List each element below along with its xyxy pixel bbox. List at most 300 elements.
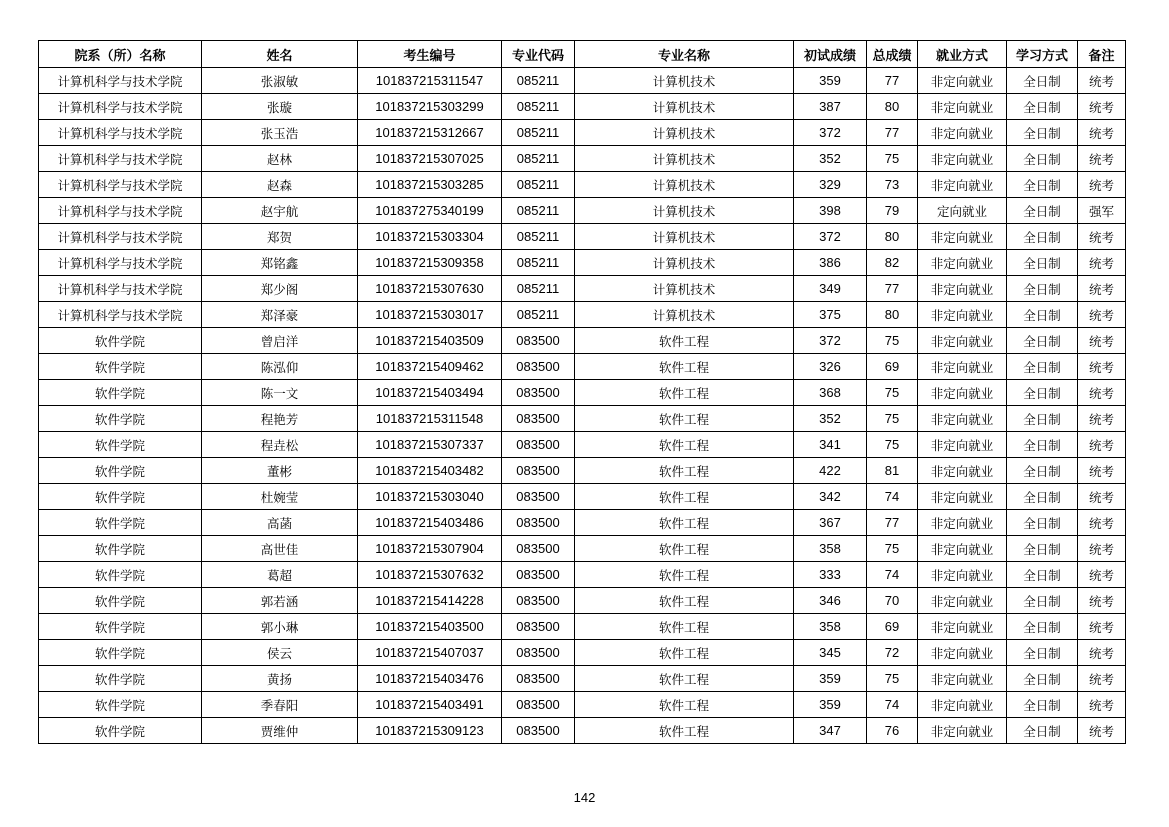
cell-name: 郑铭鑫 — [202, 250, 358, 276]
cell-candidate-id: 101837215307630 — [358, 276, 502, 302]
cell-major-name: 软件工程 — [575, 432, 794, 458]
table-row — [39, 536, 1126, 562]
cell-remarks: 统考 — [1078, 536, 1126, 562]
cell-initial-score: 349 — [794, 276, 867, 302]
table-row — [39, 640, 1126, 666]
cell-study-mode: 全日制 — [1007, 94, 1078, 120]
cell-study-mode: 全日制 — [1007, 692, 1078, 718]
cell-total-score: 75 — [867, 666, 918, 692]
cell-initial-score: 358 — [794, 536, 867, 562]
cell-study-mode: 全日制 — [1007, 250, 1078, 276]
cell-total-score: 77 — [867, 276, 918, 302]
cell-candidate-id: 101837215309358 — [358, 250, 502, 276]
cell-study-mode: 全日制 — [1007, 562, 1078, 588]
cell-remarks: 统考 — [1078, 172, 1126, 198]
cell-name: 葛超 — [202, 562, 358, 588]
cell-remarks: 统考 — [1078, 68, 1126, 94]
cell-department: 软件学院 — [39, 328, 202, 354]
cell-candidate-id: 101837215403486 — [358, 510, 502, 536]
header-row — [39, 41, 1126, 68]
cell-name: 郭若涵 — [202, 588, 358, 614]
cell-major-code: 083500 — [502, 692, 575, 718]
cell-total-score: 77 — [867, 510, 918, 536]
cell-name: 董彬 — [202, 458, 358, 484]
cell-initial-score: 372 — [794, 224, 867, 250]
cell-name: 程垚松 — [202, 432, 358, 458]
cell-study-mode: 全日制 — [1007, 406, 1078, 432]
cell-initial-score: 346 — [794, 588, 867, 614]
cell-remarks: 统考 — [1078, 692, 1126, 718]
cell-candidate-id: 101837215303017 — [358, 302, 502, 328]
cell-name: 郭小琳 — [202, 614, 358, 640]
table-row — [39, 224, 1126, 250]
cell-major-name: 计算机技术 — [575, 250, 794, 276]
cell-remarks: 强军 — [1078, 198, 1126, 224]
cell-employment-type: 非定向就业 — [918, 68, 1007, 94]
cell-remarks: 统考 — [1078, 562, 1126, 588]
cell-total-score: 75 — [867, 536, 918, 562]
cell-major-name: 计算机技术 — [575, 198, 794, 224]
cell-department: 软件学院 — [39, 562, 202, 588]
header-major-code: 专业代码 — [502, 41, 575, 68]
cell-employment-type: 定向就业 — [918, 198, 1007, 224]
cell-major-name: 软件工程 — [575, 692, 794, 718]
cell-employment-type: 非定向就业 — [918, 354, 1007, 380]
cell-candidate-id: 101837215307904 — [358, 536, 502, 562]
cell-department: 软件学院 — [39, 380, 202, 406]
cell-major-code: 083500 — [502, 432, 575, 458]
cell-employment-type: 非定向就业 — [918, 224, 1007, 250]
cell-major-code: 085211 — [502, 94, 575, 120]
cell-study-mode: 全日制 — [1007, 484, 1078, 510]
cell-major-code: 083500 — [502, 562, 575, 588]
admission-list-table — [38, 40, 1126, 744]
cell-department: 计算机科学与技术学院 — [39, 250, 202, 276]
cell-employment-type: 非定向就业 — [918, 666, 1007, 692]
cell-name: 赵宇航 — [202, 198, 358, 224]
cell-study-mode: 全日制 — [1007, 224, 1078, 250]
header-name: 姓名 — [202, 41, 358, 68]
cell-candidate-id: 101837215303040 — [358, 484, 502, 510]
cell-major-name: 软件工程 — [575, 380, 794, 406]
table-row — [39, 354, 1126, 380]
cell-name: 赵林 — [202, 146, 358, 172]
cell-initial-score: 367 — [794, 510, 867, 536]
cell-candidate-id: 101837215414228 — [358, 588, 502, 614]
cell-remarks: 统考 — [1078, 120, 1126, 146]
cell-initial-score: 359 — [794, 692, 867, 718]
cell-department: 软件学院 — [39, 510, 202, 536]
cell-department: 软件学院 — [39, 666, 202, 692]
cell-candidate-id: 101837215309123 — [358, 718, 502, 744]
cell-employment-type: 非定向就业 — [918, 250, 1007, 276]
table-row — [39, 198, 1126, 224]
cell-department: 计算机科学与技术学院 — [39, 302, 202, 328]
table-row — [39, 380, 1126, 406]
cell-major-name: 软件工程 — [575, 354, 794, 380]
cell-major-name: 软件工程 — [575, 718, 794, 744]
cell-candidate-id: 101837215307632 — [358, 562, 502, 588]
cell-major-name: 计算机技术 — [575, 302, 794, 328]
cell-candidate-id: 101837215307025 — [358, 146, 502, 172]
cell-study-mode: 全日制 — [1007, 120, 1078, 146]
cell-major-code: 085211 — [502, 172, 575, 198]
cell-total-score: 75 — [867, 380, 918, 406]
cell-major-code: 085211 — [502, 146, 575, 172]
cell-department: 软件学院 — [39, 354, 202, 380]
cell-initial-score: 386 — [794, 250, 867, 276]
cell-major-code: 083500 — [502, 536, 575, 562]
cell-total-score: 70 — [867, 588, 918, 614]
cell-major-code: 083500 — [502, 588, 575, 614]
table-row — [39, 614, 1126, 640]
header-study-mode: 学习方式 — [1007, 41, 1078, 68]
cell-employment-type: 非定向就业 — [918, 510, 1007, 536]
cell-employment-type: 非定向就业 — [918, 562, 1007, 588]
table-header — [39, 41, 1126, 68]
cell-major-code: 083500 — [502, 718, 575, 744]
cell-major-name: 软件工程 — [575, 614, 794, 640]
cell-candidate-id: 101837215303299 — [358, 94, 502, 120]
cell-major-name: 软件工程 — [575, 588, 794, 614]
cell-major-code: 085211 — [502, 68, 575, 94]
cell-employment-type: 非定向就业 — [918, 432, 1007, 458]
cell-employment-type: 非定向就业 — [918, 94, 1007, 120]
cell-remarks: 统考 — [1078, 484, 1126, 510]
cell-candidate-id: 101837215403482 — [358, 458, 502, 484]
cell-initial-score: 329 — [794, 172, 867, 198]
cell-department: 软件学院 — [39, 432, 202, 458]
cell-remarks: 统考 — [1078, 328, 1126, 354]
cell-total-score: 75 — [867, 328, 918, 354]
cell-remarks: 统考 — [1078, 302, 1126, 328]
cell-candidate-id: 101837215303285 — [358, 172, 502, 198]
cell-major-name: 计算机技术 — [575, 146, 794, 172]
cell-study-mode: 全日制 — [1007, 458, 1078, 484]
cell-major-code: 083500 — [502, 380, 575, 406]
cell-initial-score: 422 — [794, 458, 867, 484]
cell-major-name: 软件工程 — [575, 510, 794, 536]
cell-major-code: 085211 — [502, 224, 575, 250]
cell-major-name: 计算机技术 — [575, 94, 794, 120]
table-row — [39, 120, 1126, 146]
cell-department: 软件学院 — [39, 484, 202, 510]
table-row — [39, 562, 1126, 588]
cell-major-name: 计算机技术 — [575, 68, 794, 94]
table-row — [39, 666, 1126, 692]
cell-name: 郑泽豪 — [202, 302, 358, 328]
cell-department: 软件学院 — [39, 692, 202, 718]
cell-initial-score: 352 — [794, 146, 867, 172]
cell-initial-score: 359 — [794, 666, 867, 692]
cell-total-score: 74 — [867, 562, 918, 588]
cell-department: 软件学院 — [39, 458, 202, 484]
table-row — [39, 172, 1126, 198]
header-initial-score: 初试成绩 — [794, 41, 867, 68]
cell-employment-type: 非定向就业 — [918, 458, 1007, 484]
cell-candidate-id: 101837215409462 — [358, 354, 502, 380]
cell-major-code: 083500 — [502, 640, 575, 666]
cell-study-mode: 全日制 — [1007, 432, 1078, 458]
cell-department: 计算机科学与技术学院 — [39, 68, 202, 94]
cell-candidate-id: 101837215403476 — [358, 666, 502, 692]
page-number: 142 — [573, 790, 596, 805]
cell-study-mode: 全日制 — [1007, 146, 1078, 172]
cell-remarks: 统考 — [1078, 250, 1126, 276]
cell-total-score: 79 — [867, 198, 918, 224]
table-row — [39, 588, 1126, 614]
cell-name: 陈泓仰 — [202, 354, 358, 380]
cell-major-code: 083500 — [502, 510, 575, 536]
cell-remarks: 统考 — [1078, 640, 1126, 666]
cell-initial-score: 368 — [794, 380, 867, 406]
cell-name: 张淑敏 — [202, 68, 358, 94]
cell-major-code: 083500 — [502, 328, 575, 354]
cell-major-name: 软件工程 — [575, 458, 794, 484]
table-row — [39, 484, 1126, 510]
cell-employment-type: 非定向就业 — [918, 276, 1007, 302]
cell-total-score: 72 — [867, 640, 918, 666]
table-row — [39, 406, 1126, 432]
table-row — [39, 458, 1126, 484]
cell-total-score: 69 — [867, 354, 918, 380]
cell-candidate-id: 101837215311547 — [358, 68, 502, 94]
header-employment-type: 就业方式 — [918, 41, 1007, 68]
cell-employment-type: 非定向就业 — [918, 302, 1007, 328]
cell-major-code: 085211 — [502, 276, 575, 302]
cell-total-score: 77 — [867, 120, 918, 146]
cell-remarks: 统考 — [1078, 718, 1126, 744]
cell-initial-score: 359 — [794, 68, 867, 94]
cell-initial-score: 398 — [794, 198, 867, 224]
cell-department: 软件学院 — [39, 406, 202, 432]
cell-name: 赵森 — [202, 172, 358, 198]
cell-major-code: 083500 — [502, 484, 575, 510]
cell-major-name: 软件工程 — [575, 562, 794, 588]
header-remarks: 备注 — [1078, 41, 1126, 68]
header-candidate-id: 考生编号 — [358, 41, 502, 68]
cell-total-score: 69 — [867, 614, 918, 640]
cell-name: 程艳芳 — [202, 406, 358, 432]
cell-initial-score: 333 — [794, 562, 867, 588]
cell-name: 陈一文 — [202, 380, 358, 406]
cell-department: 软件学院 — [39, 614, 202, 640]
cell-department: 计算机科学与技术学院 — [39, 276, 202, 302]
cell-department: 软件学院 — [39, 536, 202, 562]
cell-remarks: 统考 — [1078, 588, 1126, 614]
cell-total-score: 74 — [867, 692, 918, 718]
cell-total-score: 80 — [867, 224, 918, 250]
cell-department: 计算机科学与技术学院 — [39, 172, 202, 198]
cell-total-score: 76 — [867, 718, 918, 744]
cell-candidate-id: 101837215407037 — [358, 640, 502, 666]
cell-name: 张玉浩 — [202, 120, 358, 146]
cell-study-mode: 全日制 — [1007, 666, 1078, 692]
cell-study-mode: 全日制 — [1007, 276, 1078, 302]
cell-total-score: 74 — [867, 484, 918, 510]
table-row — [39, 250, 1126, 276]
cell-major-name: 软件工程 — [575, 536, 794, 562]
cell-remarks: 统考 — [1078, 406, 1126, 432]
cell-major-code: 083500 — [502, 614, 575, 640]
cell-study-mode: 全日制 — [1007, 198, 1078, 224]
cell-candidate-id: 101837215403509 — [358, 328, 502, 354]
cell-major-code: 085211 — [502, 120, 575, 146]
cell-major-name: 软件工程 — [575, 328, 794, 354]
cell-major-code: 085211 — [502, 302, 575, 328]
header-total-score: 总成绩 — [867, 41, 918, 68]
cell-total-score: 81 — [867, 458, 918, 484]
cell-study-mode: 全日制 — [1007, 510, 1078, 536]
cell-department: 计算机科学与技术学院 — [39, 94, 202, 120]
cell-study-mode: 全日制 — [1007, 640, 1078, 666]
table-row — [39, 328, 1126, 354]
cell-total-score: 82 — [867, 250, 918, 276]
cell-name: 贾维仲 — [202, 718, 358, 744]
cell-total-score: 75 — [867, 432, 918, 458]
cell-employment-type: 非定向就业 — [918, 484, 1007, 510]
cell-name: 杜婉莹 — [202, 484, 358, 510]
cell-employment-type: 非定向就业 — [918, 588, 1007, 614]
cell-remarks: 统考 — [1078, 510, 1126, 536]
cell-remarks: 统考 — [1078, 380, 1126, 406]
cell-name: 张璇 — [202, 94, 358, 120]
cell-initial-score: 352 — [794, 406, 867, 432]
cell-study-mode: 全日制 — [1007, 588, 1078, 614]
cell-total-score: 75 — [867, 146, 918, 172]
cell-candidate-id: 101837215403500 — [358, 614, 502, 640]
cell-employment-type: 非定向就业 — [918, 614, 1007, 640]
cell-candidate-id: 101837215403494 — [358, 380, 502, 406]
table-body — [39, 68, 1126, 744]
cell-initial-score: 372 — [794, 120, 867, 146]
cell-study-mode: 全日制 — [1007, 536, 1078, 562]
cell-name: 郑少阁 — [202, 276, 358, 302]
cell-major-code: 085211 — [502, 250, 575, 276]
cell-major-name: 软件工程 — [575, 406, 794, 432]
header-major-name: 专业名称 — [575, 41, 794, 68]
cell-total-score: 73 — [867, 172, 918, 198]
cell-total-score: 80 — [867, 302, 918, 328]
cell-remarks: 统考 — [1078, 432, 1126, 458]
cell-initial-score: 387 — [794, 94, 867, 120]
cell-initial-score: 347 — [794, 718, 867, 744]
cell-department: 计算机科学与技术学院 — [39, 146, 202, 172]
cell-remarks: 统考 — [1078, 146, 1126, 172]
cell-major-code: 083500 — [502, 406, 575, 432]
cell-major-name: 软件工程 — [575, 484, 794, 510]
table-row — [39, 510, 1126, 536]
table-row — [39, 718, 1126, 744]
cell-department: 软件学院 — [39, 718, 202, 744]
cell-total-score: 80 — [867, 94, 918, 120]
cell-department: 计算机科学与技术学院 — [39, 224, 202, 250]
cell-name: 黄扬 — [202, 666, 358, 692]
cell-total-score: 75 — [867, 406, 918, 432]
cell-candidate-id: 101837215311548 — [358, 406, 502, 432]
table-row — [39, 692, 1126, 718]
cell-employment-type: 非定向就业 — [918, 718, 1007, 744]
table-row — [39, 276, 1126, 302]
cell-initial-score: 341 — [794, 432, 867, 458]
cell-candidate-id: 101837215403491 — [358, 692, 502, 718]
cell-remarks: 统考 — [1078, 224, 1126, 250]
cell-department: 计算机科学与技术学院 — [39, 120, 202, 146]
cell-candidate-id: 101837215312667 — [358, 120, 502, 146]
table-row — [39, 68, 1126, 94]
cell-remarks: 统考 — [1078, 94, 1126, 120]
cell-study-mode: 全日制 — [1007, 302, 1078, 328]
cell-major-name: 计算机技术 — [575, 276, 794, 302]
cell-remarks: 统考 — [1078, 614, 1126, 640]
cell-employment-type: 非定向就业 — [918, 640, 1007, 666]
cell-major-code: 083500 — [502, 666, 575, 692]
table-row — [39, 432, 1126, 458]
cell-name: 侯云 — [202, 640, 358, 666]
cell-major-name: 计算机技术 — [575, 172, 794, 198]
cell-initial-score: 372 — [794, 328, 867, 354]
cell-major-name: 计算机技术 — [575, 120, 794, 146]
cell-major-name: 计算机技术 — [575, 224, 794, 250]
cell-initial-score: 375 — [794, 302, 867, 328]
cell-employment-type: 非定向就业 — [918, 172, 1007, 198]
cell-remarks: 统考 — [1078, 276, 1126, 302]
cell-remarks: 统考 — [1078, 666, 1126, 692]
cell-employment-type: 非定向就业 — [918, 380, 1007, 406]
cell-study-mode: 全日制 — [1007, 354, 1078, 380]
cell-department: 软件学院 — [39, 640, 202, 666]
cell-study-mode: 全日制 — [1007, 718, 1078, 744]
cell-department: 计算机科学与技术学院 — [39, 198, 202, 224]
cell-major-code: 083500 — [502, 354, 575, 380]
header-department: 院系（所）名称 — [39, 41, 202, 68]
cell-study-mode: 全日制 — [1007, 380, 1078, 406]
cell-name: 高菡 — [202, 510, 358, 536]
cell-employment-type: 非定向就业 — [918, 146, 1007, 172]
table-row — [39, 94, 1126, 120]
cell-initial-score: 358 — [794, 614, 867, 640]
cell-employment-type: 非定向就业 — [918, 406, 1007, 432]
cell-initial-score: 345 — [794, 640, 867, 666]
cell-major-code: 083500 — [502, 458, 575, 484]
cell-employment-type: 非定向就业 — [918, 328, 1007, 354]
cell-employment-type: 非定向就业 — [918, 692, 1007, 718]
cell-study-mode: 全日制 — [1007, 328, 1078, 354]
cell-candidate-id: 101837215307337 — [358, 432, 502, 458]
cell-major-code: 085211 — [502, 198, 575, 224]
cell-candidate-id: 101837215303304 — [358, 224, 502, 250]
cell-major-name: 软件工程 — [575, 640, 794, 666]
cell-remarks: 统考 — [1078, 354, 1126, 380]
cell-department: 软件学院 — [39, 588, 202, 614]
cell-study-mode: 全日制 — [1007, 172, 1078, 198]
cell-candidate-id: 101837275340199 — [358, 198, 502, 224]
cell-remarks: 统考 — [1078, 458, 1126, 484]
cell-employment-type: 非定向就业 — [918, 536, 1007, 562]
cell-name: 郑贺 — [202, 224, 358, 250]
table-row — [39, 146, 1126, 172]
cell-major-name: 软件工程 — [575, 666, 794, 692]
cell-initial-score: 342 — [794, 484, 867, 510]
cell-initial-score: 326 — [794, 354, 867, 380]
cell-name: 季春阳 — [202, 692, 358, 718]
cell-study-mode: 全日制 — [1007, 68, 1078, 94]
cell-total-score: 77 — [867, 68, 918, 94]
cell-name: 高世佳 — [202, 536, 358, 562]
table-row — [39, 302, 1126, 328]
cell-study-mode: 全日制 — [1007, 614, 1078, 640]
cell-employment-type: 非定向就业 — [918, 120, 1007, 146]
